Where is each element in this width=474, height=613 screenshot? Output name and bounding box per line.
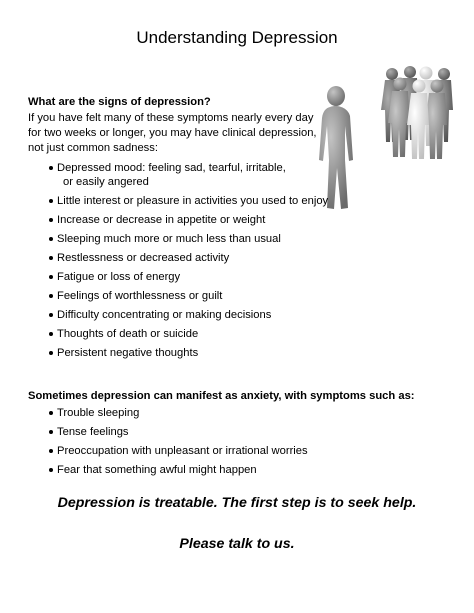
signs-intro <box>28 111 317 156</box>
intro-line: If you have felt many of these symptoms nearly every day <box>28 112 314 124</box>
list-item <box>0 444 308 458</box>
list-item-text: Persistent negative thoughts <box>57 347 199 359</box>
signs-list <box>0 161 328 365</box>
intro-line: not just common sadness: <box>28 142 158 154</box>
list-item-text: Increase or decrease in appetite or weight <box>57 214 266 226</box>
crowd-group <box>381 66 453 159</box>
list-item <box>0 270 328 284</box>
list-item-text: Fatigue or loss of energy <box>57 271 181 283</box>
anxiety-list <box>0 406 308 482</box>
list-item-text: or easily angered <box>63 176 149 188</box>
treatable-message: Depression is treatable. The first step is to seek help. <box>57 495 417 511</box>
list-item <box>0 327 328 341</box>
list-item <box>0 346 328 360</box>
list-item <box>0 213 328 227</box>
signs-heading: What are the signs of depression? <box>28 96 211 108</box>
list-item-text: Sleeping much more or much less than usual <box>57 233 281 245</box>
list-item-text: Thoughts of death or suicide <box>57 328 199 340</box>
list-item-text: Restlessness or decreased activity <box>57 252 230 264</box>
list-item-text: Feelings of worthlessness or guilt <box>57 290 223 302</box>
list-item <box>0 194 328 208</box>
list-item <box>0 251 328 265</box>
list-item-text: Trouble sleeping <box>57 407 140 419</box>
list-item <box>0 463 308 477</box>
isolated-person-illustration <box>312 60 462 220</box>
list-item-text: Depressed mood: feeling sad, tearful, irritable, <box>57 162 286 174</box>
list-item <box>0 308 328 322</box>
list-item-text: Tense feelings <box>57 426 129 438</box>
intro-line: for two weeks or longer, you may have clinical depression, <box>28 127 317 139</box>
list-item-text: Little interest or pleasure in activities you used to enjoy <box>57 195 329 207</box>
list-item <box>0 425 308 439</box>
list-item <box>0 161 328 189</box>
talk-to-us-message: Please talk to us. <box>179 536 295 552</box>
anxiety-heading: Sometimes depression can manifest as anxiety, with symptoms such as: <box>28 390 415 402</box>
list-item <box>0 289 328 303</box>
list-item <box>0 406 308 420</box>
list-item-text: Difficulty concentrating or making decisions <box>57 309 272 321</box>
list-item <box>0 232 328 246</box>
page-title: Understanding Depression <box>136 28 338 47</box>
list-item-text: Preoccupation with unpleasant or irrational worries <box>57 445 308 457</box>
list-item-text: Fear that something awful might happen <box>57 464 257 476</box>
